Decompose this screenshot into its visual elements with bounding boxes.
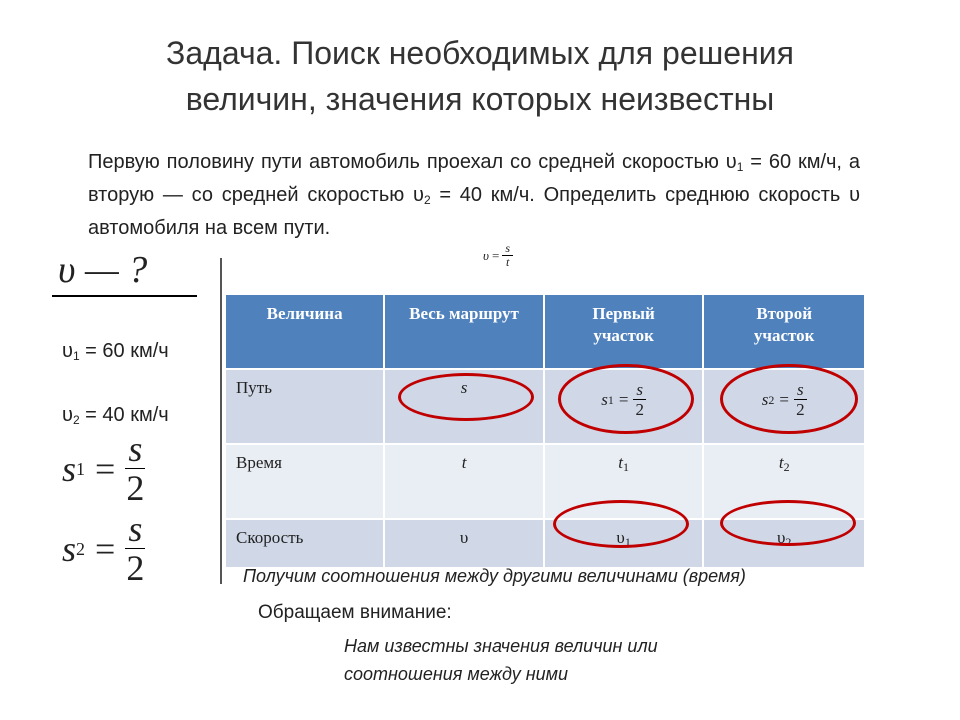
- s2-cell-denominator: 2: [796, 400, 805, 419]
- velocity-formula: [483, 242, 513, 269]
- highlight-ellipse-path-second: [720, 364, 858, 434]
- s1-fraction: [125, 430, 145, 507]
- problem-text-5: автомобиля на всем пути.: [88, 217, 331, 239]
- velocity-symbol: υ: [725, 151, 737, 173]
- note-known-line-1: Нам известны значения величин или: [344, 636, 658, 656]
- s1-symbol: s: [62, 448, 77, 489]
- highlight-ellipse-path-first: [558, 364, 694, 434]
- given-v2: [62, 404, 169, 427]
- s1-numerator: s: [125, 430, 145, 469]
- formula-s2: s 2 = $\frac{s}{2}$: [62, 509, 145, 588]
- header-second-part-label: Второй участок: [753, 304, 815, 345]
- header-first-part-label: Первый участок: [592, 304, 655, 345]
- given-v2-symbol: υ: [62, 404, 73, 426]
- problem-text-2: = 60 км/ч, а вторую — со средней скоростью: [88, 151, 860, 206]
- cell-speed-whole: υ: [384, 519, 544, 568]
- given-v1-symbol: υ: [62, 340, 73, 362]
- table-header-row: [225, 294, 865, 369]
- formula-s1: s 1 = $\frac{s}{2}$: [62, 429, 145, 508]
- formula-lhs: υ: [483, 247, 489, 263]
- problem-text-3: = 40 км/ч.: [430, 184, 535, 206]
- cell-path-whole: s: [384, 369, 544, 444]
- v2-symbol: υ: [777, 528, 786, 547]
- separator-line: [220, 258, 222, 584]
- problem-text-1: Первую половину пути автомобиль проехал со средней скоростью: [88, 151, 719, 173]
- cell-path-first-formula: s 1 = $\frac{s}{2}$: [601, 380, 646, 419]
- note-known-line-2: соотношения между ними: [344, 664, 568, 684]
- velocity-sub-2: 2: [423, 193, 431, 207]
- s2-cell-equals: =: [779, 389, 789, 409]
- header-first-part: [544, 294, 704, 369]
- velocity-symbol: υ: [413, 184, 424, 206]
- s1-cell-numerator: s: [633, 380, 646, 400]
- s1-cell-equals: =: [618, 389, 629, 409]
- given-v1-value: = 60 км/ч: [79, 340, 169, 362]
- problem-statement: [88, 146, 860, 245]
- formula-numerator: s: [502, 242, 513, 256]
- v2-sub: 2: [785, 535, 792, 549]
- header-whole-route: [384, 294, 544, 369]
- given-v1: [62, 340, 169, 363]
- s1-denominator: 2: [126, 468, 145, 508]
- t1-sub: 1: [623, 460, 629, 474]
- s2-cell-symbol: s: [761, 389, 769, 409]
- header-whole-route-label: Весь маршрут: [409, 304, 519, 323]
- highlight-ellipse-path-whole: [398, 373, 534, 421]
- s2-cell-numerator: s: [794, 380, 807, 400]
- highlight-ellipse-speed-first: [553, 500, 689, 548]
- s1-equals: =: [95, 448, 116, 489]
- row-label-speed: Скорость: [225, 519, 384, 568]
- t1-symbol: t: [618, 453, 623, 472]
- unknown-underline: [52, 295, 197, 297]
- formula-denominator: t: [505, 255, 510, 269]
- s2-fraction: [125, 510, 145, 587]
- given-v2-value: = 40 км/ч: [79, 404, 169, 426]
- s2-denominator: 2: [126, 548, 145, 588]
- cell-time-whole: t: [384, 444, 544, 519]
- row-label-time: Время: [225, 444, 384, 519]
- s2-equals: =: [95, 528, 116, 569]
- row-label-path: Путь: [225, 369, 384, 444]
- title-line-1: Задача. Поиск необходимых для решения: [166, 35, 794, 71]
- given-v1-sub: 1: [72, 349, 80, 363]
- formula-fraction: [502, 242, 513, 269]
- v1-sub: 1: [624, 535, 631, 549]
- note-known: [344, 632, 658, 688]
- title-line-2: величин, значения которых неизвестны: [185, 81, 775, 117]
- header-quantity: Величина: [225, 294, 384, 369]
- slide-title: [40, 30, 920, 122]
- cell-path-second-formula: s 2 = $\frac{s}{2}$: [762, 380, 807, 419]
- header-second-part: [703, 294, 865, 369]
- problem-text-4: Определить среднюю скорость: [543, 184, 850, 206]
- v1-symbol: υ: [616, 528, 625, 547]
- s1-cell-symbol: s: [601, 389, 608, 409]
- highlight-ellipse-speed-second: [720, 500, 856, 546]
- formula-equals: =: [491, 247, 500, 263]
- note-attention: Обращаем внимание:: [258, 602, 452, 623]
- velocity-sub-1: 1: [736, 160, 744, 174]
- given-v2-sub: 2: [72, 413, 80, 427]
- note-relation: Получим соотношения между другими величинами (время): [243, 566, 746, 586]
- t2-symbol: t: [778, 453, 784, 472]
- s2-symbol: s: [62, 528, 77, 569]
- s1-cell-denominator: 2: [635, 400, 644, 419]
- t2-sub: 2: [783, 460, 790, 474]
- s2-numerator: s: [125, 510, 145, 549]
- unknown-quantity: υ — ?: [58, 249, 148, 291]
- velocity-symbol: υ: [849, 184, 860, 206]
